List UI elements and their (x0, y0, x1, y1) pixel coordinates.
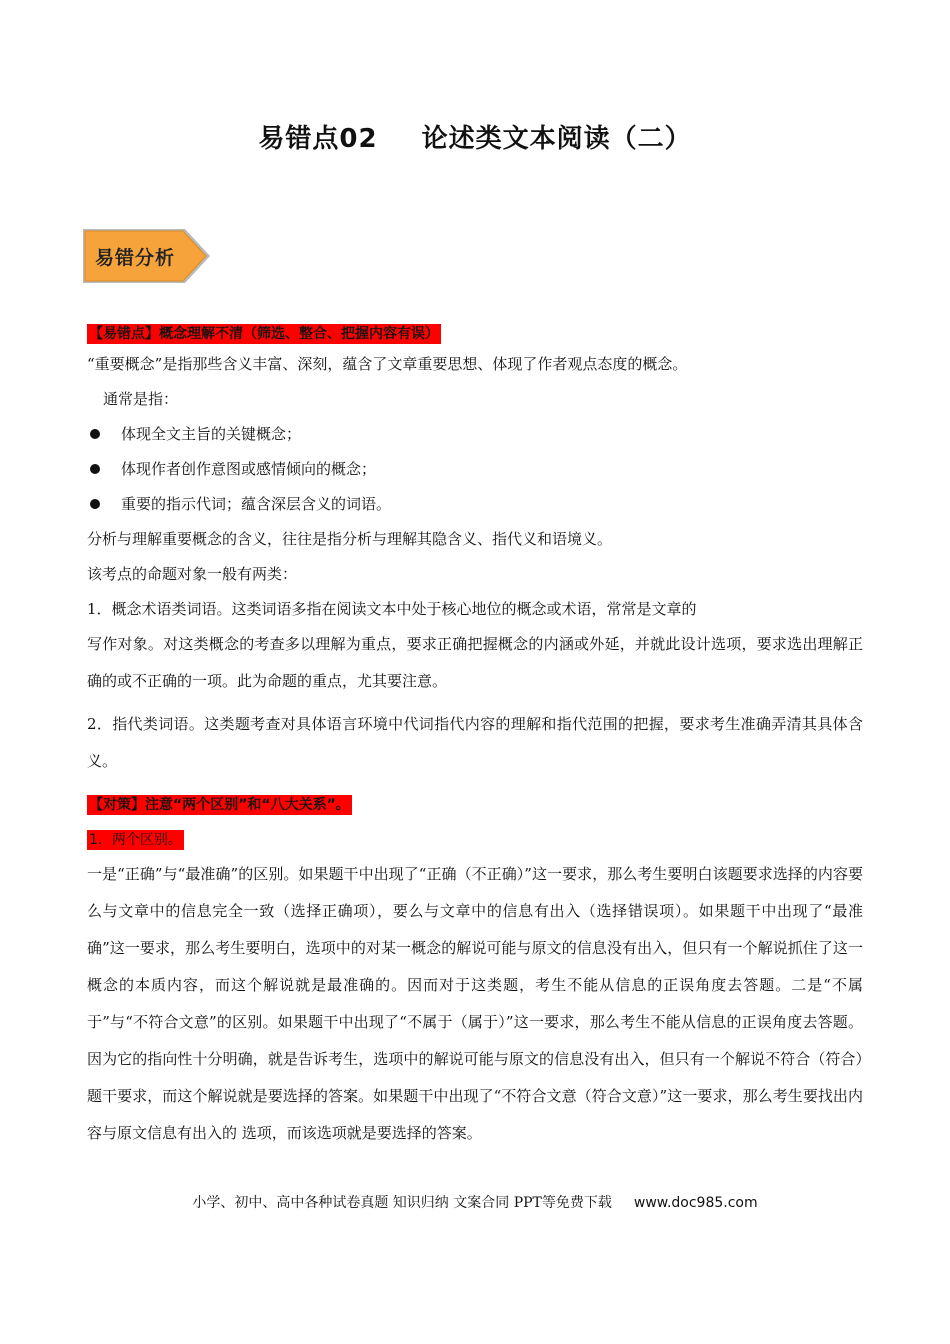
usually-label: 通常是指： (103, 390, 179, 408)
objects-paragraph: 该考点的命题对象一般有两类： (87, 565, 298, 583)
bullet-text: 体现全文主旨的关键概念； (121, 425, 302, 443)
bullet-dot-icon (90, 464, 100, 474)
section1-heading: 【易错点】概念理解不清（筛选、整合、把握内容有误） (89, 326, 439, 342)
section2-subheading: 1．两个区别。 (89, 832, 182, 848)
section2-heading: 【对策】注意“两个区别”和“八大关系”。 (89, 797, 350, 813)
intro-paragraph: “重要概念”是指那些含义丰富、深刻，蕴含了文章重要思想、体现了作者观点态度的概念。 (87, 355, 688, 373)
title-part2: 论述类文本阅读（二） (421, 124, 692, 154)
bullet-dot-icon (90, 429, 100, 439)
bullet-item (87, 423, 863, 445)
page-footer (0, 1192, 950, 1212)
section2-subheading-row (87, 828, 863, 850)
page-title (0, 118, 950, 155)
analysis-paragraph: 分析与理解重要概念的含义，往往是指分析与理解其隐含义、指代义和语境义。 (87, 530, 613, 548)
item1-continuation: 写作对象。对这类概念的考查多以理解为重点，要求正确把握概念的内涵或外延，并就此设计选项，要求选出理解正确的或不正确的一项。此为命题的重点，尤其要注意。 (87, 635, 863, 690)
section1-heading-row (87, 322, 863, 344)
main-content (87, 322, 863, 1152)
footer-text: 小学、初中、高中各种试卷真题 知识归纳 文案合同 PPT等免费下载 (192, 1195, 612, 1211)
bullet-text: 体现作者创作意图或感情倾向的概念； (121, 460, 377, 478)
section2-body: 一是“正确”与“最准确”的区别。如果题干中出现了“正确（不正确）”这一要求，那么考生要明白该题要求选择的内容要么与文章中的信息完全一致（选择正确项），要么与文章中的信息有出入（选择错误项）。如果题干中出现了“最准确”这一要求，那么考生要明白，选项中的对某一概念的解说可能与原文的信息没有出入，但只有一个解说抓住了这一概念的本质内容，而这个解说就是最准确的。因而对于这类题，考生不能从信息的正误角度去答题。二是“不属于”与“不符合文意”的区别。如果题干中出现了“不属于（属于）”这一要求，那么考生不能从信息的正误角度去答题。因为它的指向性十分明确，就是告诉考生，选项中的解说可能与原文的信息没有出入，但只有一个解说不符合（符合）题干要求，而这个解说就是要选择的答案。如果题干中出现了“不符合文意（符合文意）”这一要求，那么考生要找出内容与原文信息有出入的 选项，而该选项就是要选择的答案。 (87, 865, 863, 1142)
item1-first-line: 1．概念术语类词语。这类词语多指在阅读文本中处于核心地位的概念或术语，常常是文章的 (87, 600, 697, 618)
error-analysis-badge (81, 227, 213, 285)
section2-heading-row (87, 793, 863, 815)
bullet-item (87, 458, 863, 480)
badge-label: 易错分析 (95, 247, 176, 269)
bullet-dot-icon (90, 499, 100, 509)
title-part1: 易错点02 (258, 124, 378, 154)
item2-paragraph: 2．指代类词语。这类题考查对具体语言环境中代词指代内容的理解和指代范围的把握，要求考生准确弄清其具体含义。 (87, 715, 863, 770)
footer-url[interactable]: www.doc985.com (633, 1195, 758, 1211)
bullet-text: 重要的指示代词；蕴含深层含义的词语。 (121, 495, 392, 513)
bullet-item (87, 493, 863, 515)
